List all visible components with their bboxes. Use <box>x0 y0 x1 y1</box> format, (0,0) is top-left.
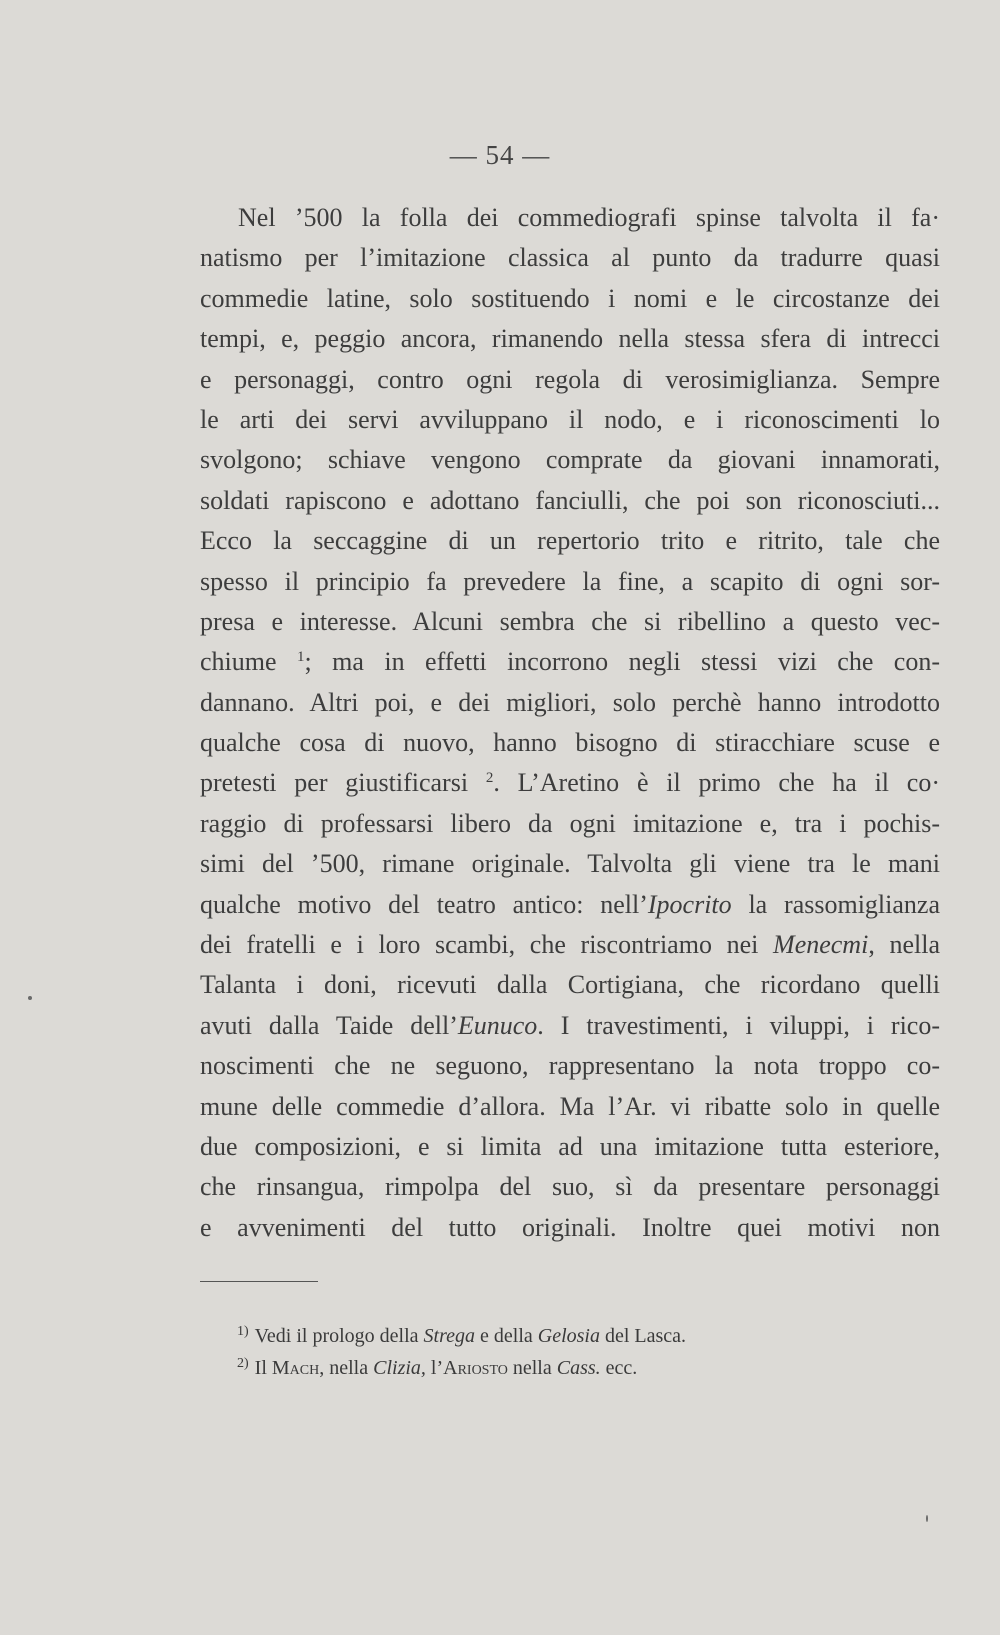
author-name: Ariosto <box>443 1357 508 1379</box>
text-line: presa e interesse. Alcuni sembra che si ribellino a questo vec- <box>200 606 940 636</box>
italic-title: Ipocrito <box>647 889 732 919</box>
paper-speck <box>926 1515 928 1522</box>
text-line: che rinsangua, rimpolpa del suo, sì da presentare personaggi <box>200 1172 940 1202</box>
text-line: e avvenimenti del tutto originali. Inoltre quei motivi non <box>200 1212 940 1242</box>
text-segment: del Lasca. <box>599 1325 687 1347</box>
text-segment: . L’Aretino è il primo che ha il co· <box>493 768 941 798</box>
text-line: noscimenti che ne seguono, rappresentano la nota troppo co- <box>200 1051 940 1081</box>
text-segment: dei fratelli e i loro scambi, che riscontriamo nei <box>200 930 774 960</box>
text-segment: Il <box>254 1357 272 1379</box>
text-segment: la rassomiglianza <box>731 889 940 919</box>
text-line: commedie latine, solo sostituendo i nomi e le circostanze dei <box>200 283 940 313</box>
text-segment: e della <box>475 1325 538 1347</box>
text-line: natismo per l’imitazione classica al punto da tradurre quasi <box>200 243 940 273</box>
text-line <box>200 642 940 682</box>
text-segment: , nella <box>868 930 940 960</box>
footnote-ref: 2 <box>485 770 494 787</box>
text-line: Ecco la seccaggine di un repertorio trito e ritrito, tale che <box>200 526 940 556</box>
text-line <box>200 925 940 965</box>
text-line: dannano. Altri poi, e dei migliori, solo perchè hanno introdotto <box>200 687 940 717</box>
text-line: Nel ’500 la folla dei commediografi spinse talvolta il fa· <box>238 203 940 232</box>
body-text <box>200 198 940 1248</box>
text-segment: qualche motivo del teatro antico: nell’ <box>200 889 648 919</box>
text-segment: nella <box>507 1357 557 1379</box>
text-segment: Vedi il prologo della <box>254 1325 424 1347</box>
text-line: qualche cosa di nuovo, hanno bisogno di stiracchiare scuse e <box>200 728 940 758</box>
text-line: svolgono; schiave vengono comprate da giovani innamorati, <box>200 445 940 475</box>
italic-title: Gelosia <box>537 1325 600 1347</box>
footnote-mark: 2) <box>237 1356 249 1371</box>
italic-title: Eunuco <box>457 1010 538 1040</box>
text-segment: pretesti per giustificarsi <box>200 768 486 798</box>
footnote-ref: 1 <box>296 649 305 666</box>
footnote-mark: 1) <box>237 1324 249 1339</box>
text-segment: l’ <box>425 1357 444 1379</box>
text-segment: ecc. <box>600 1357 638 1379</box>
italic-title: Strega <box>423 1325 476 1347</box>
text-line: tempi, e, peggio ancora, rimanendo nella stessa sfera di intrecci <box>200 324 940 354</box>
text-segment: avuti dalla Taide dell’ <box>200 1010 458 1040</box>
text-segment: . I travestimenti, i viluppi, i rico- <box>537 1010 940 1040</box>
text-line: simi del ’500, rimane originale. Talvolta gli viene tra le mani <box>200 849 940 879</box>
text-segment: ; ma in effetti incorrono negli stessi vizi che con- <box>304 647 941 677</box>
text-line: mune delle commedie d’allora. Ma l’Ar. vi ribatte solo in quelle <box>200 1091 940 1121</box>
author-name: Mach <box>271 1357 320 1379</box>
footnotes <box>237 1316 937 1380</box>
footnote-2 <box>237 1348 937 1380</box>
text-line: spesso il principio fa prevedere la fine, a scapito di ogni sor- <box>200 566 940 596</box>
footnote-1 <box>237 1316 937 1348</box>
text-line: e personaggi, contro ogni regola di verosimiglianza. Sempre <box>200 364 940 394</box>
italic-title: Cass. <box>556 1357 601 1379</box>
italic-title: Clizia, <box>373 1357 426 1379</box>
text-line <box>200 763 940 803</box>
paper-speck <box>28 996 32 1000</box>
text-line <box>200 885 940 925</box>
footnote-divider <box>200 1281 318 1282</box>
text-line: soldati rapiscono e adottano fanciulli, che poi son riconosciuti... <box>200 485 940 515</box>
text-line: raggio di professarsi libero da ogni imitazione e, tra i pochis- <box>200 808 940 838</box>
text-segment: chiume <box>200 647 297 677</box>
text-line: due composizioni, e si limita ad una imitazione tutta esteriore, <box>200 1131 940 1161</box>
text-line: le arti dei servi avviluppano il nodo, e i riconoscimenti lo <box>200 404 940 434</box>
text-line <box>200 1006 940 1046</box>
italic-title: Menecmi <box>773 930 869 960</box>
text-segment: , nella <box>319 1357 374 1379</box>
page-number: — 54 — <box>449 140 551 170</box>
text-line: Talanta i doni, ricevuti dalla Cortigiana, che ricordano quelli <box>200 970 940 1000</box>
